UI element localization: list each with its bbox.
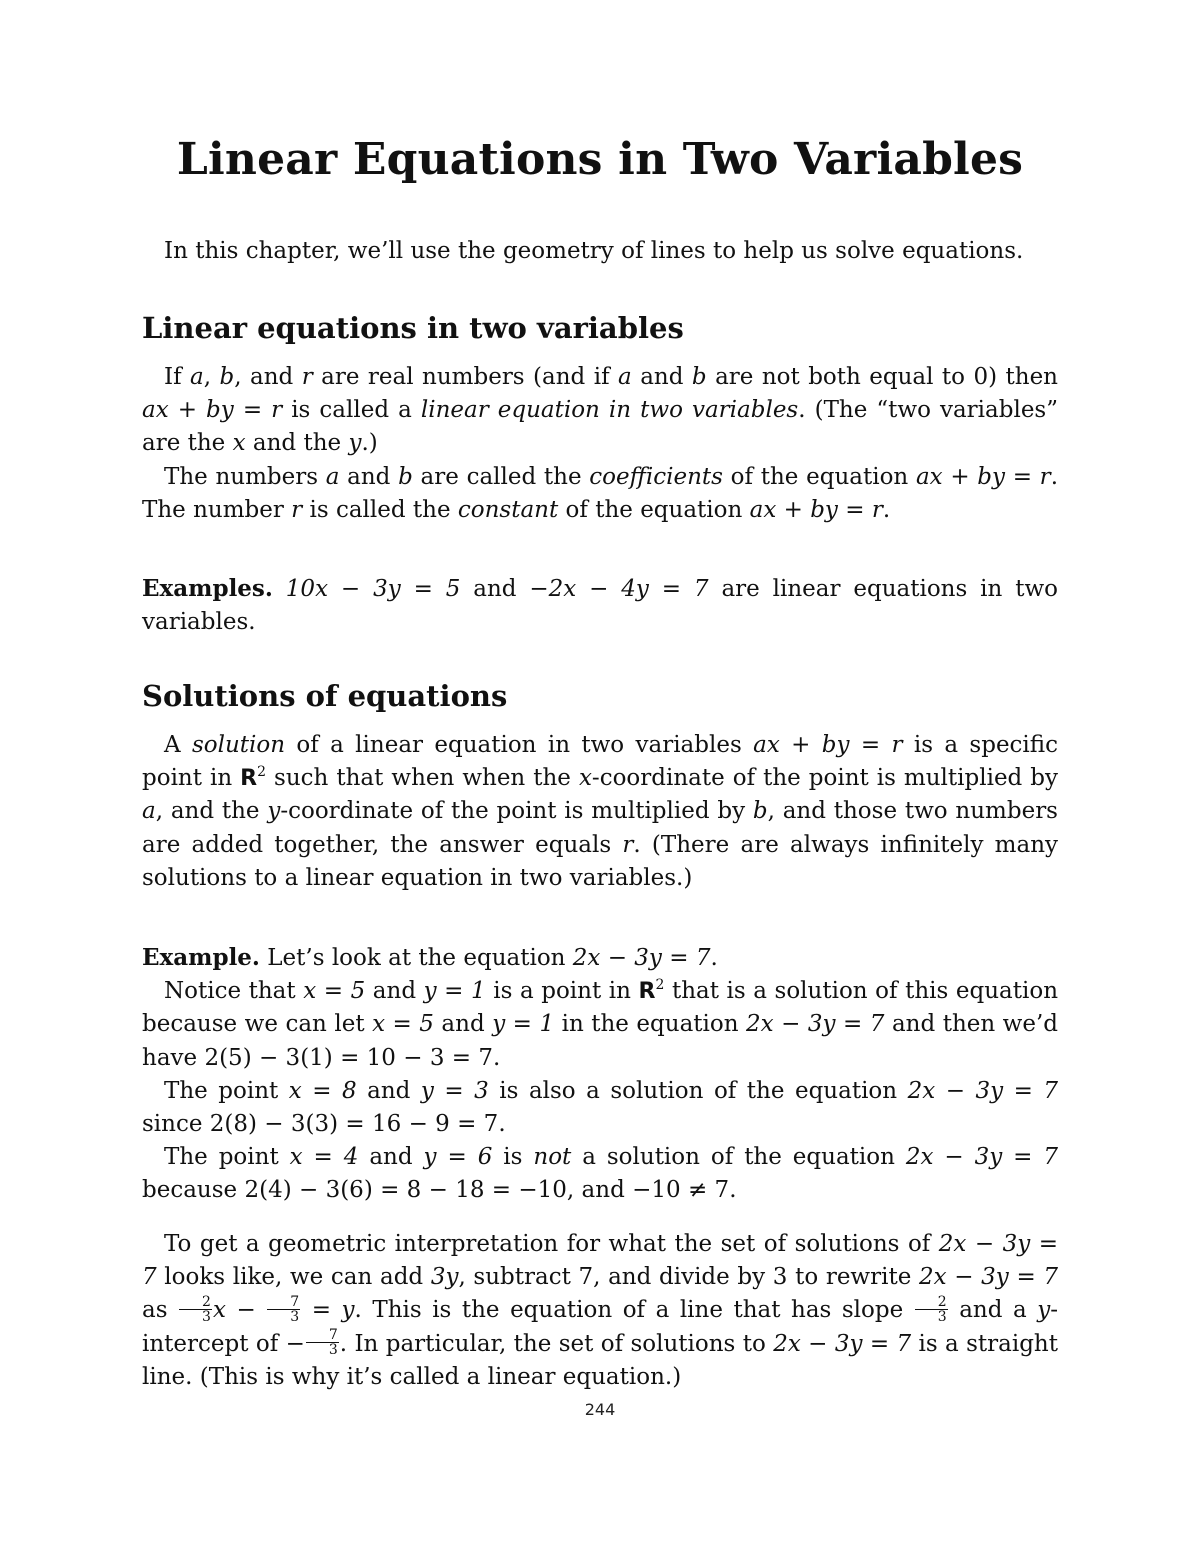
chapter-title: Linear Equations in Two Variables: [176, 134, 1024, 185]
fraction-seven-thirds: $\frac{7}{3}$: [267, 1295, 300, 1324]
fraction-two-thirds: $\frac{2}{3}$: [179, 1295, 212, 1324]
intro-text: In this chapter, we’ll use the geometry of lines to help us solve equations.: [164, 238, 1024, 264]
examples-paragraph: Examples. 10x − 3y = 5 and −2x − 4y = 7 are linear equations in two variables.: [142, 575, 1058, 636]
example-intro: Example. Let’s look at the equation 2x − 3y = 7.: [142, 944, 718, 971]
solutions-text: [142, 729, 1058, 895]
fraction-slope: $\frac{2}{3}$: [915, 1295, 948, 1324]
fraction-intercept: $\frac{7}{3}$: [306, 1328, 339, 1357]
geometric-paragraph: To get a geometric interpretation for what the set of solutions of 2x − 3y = 7 looks like, we can add 3y, subtract 7, and divide by 3 to rewrite 2x − 3y = 7 as $\frac{2}{3}$ x − $\frac{7}{3}$ = y. This is the equation of a line that has slope $\frac{2}{3}$ and a y-intercept of − $\frac{7}{3}$ . In particular, the set of solutions to 2x − 3y = 7 is a straight line. (This is why it’s called a linear equation.): [142, 1231, 1059, 1390]
coefficients-paragraph: The numbers a and b are called the coefficients of the equation ax + by = r. The number r is called the constant of the equation ax + by = r.: [142, 463, 1058, 523]
geometric-interpretation: [142, 1228, 1058, 1394]
examples-label: Examples.: [142, 575, 273, 602]
linear-equations-text: [142, 361, 1058, 527]
example-paragraph-1: Notice that x = 5 and y = 1 is a point in $R^2$ that is a solution of this equation because we can let x = 5 and y = 1 in the equation 2x − 3y = 7 and then we’d have 2(5) − 3(1) = 10 − 3 = 7.: [142, 977, 1059, 1071]
section-heading-solutions: Solutions of equations: [142, 679, 508, 713]
example-paragraph-2: The point x = 8 and y = 3 is also a solution of the equation 2x − 3y = 7 since 2(8) − 3(3) = 16 − 9 = 7.: [142, 1077, 1058, 1138]
solution-definition-paragraph: A solution of a linear equation in two variables ax + by = r is a specific point in $R^2$ such that when when the x-coordinate of the point is multiplied by a, and the y-coordinate of the point is multiplied by b, and those two numbers are added together, the answer equals r. (There are always infinitely many solutions to a linear equation in two variables.): [142, 732, 1059, 891]
worked-example: [142, 941, 1058, 1208]
section-heading-linear-equations: Linear equations in two variables: [142, 311, 684, 345]
example-label: Example.: [142, 944, 260, 971]
examples-block: [142, 572, 1058, 639]
page-number: 244: [584, 1400, 616, 1419]
example-paragraph-3: The point x = 4 and y = 6 is not a solution of the equation 2x − 3y = 7 because 2(4) − 3(6) = 8 − 18 = −10, and −10 ≠ 7.: [142, 1144, 1059, 1204]
definition-paragraph: If a, b, and r are real numbers (and if a and b are not both equal to 0) then ax + by = r is called a linear equation in two variables. (The “two variables” are the x and the y.): [142, 364, 1058, 457]
